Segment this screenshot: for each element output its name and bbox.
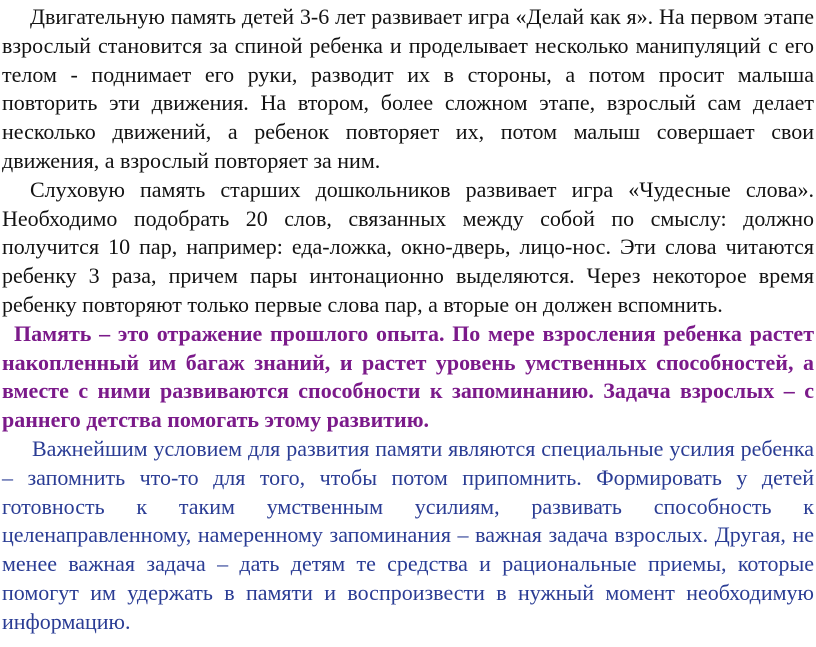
document-page: [2, 3, 814, 637]
paragraph-memory-definition: Память – это отражение прошлого опыта. По мере взросления ребенка растет накопленный им багаж знаний, и растет уровень умственных способностей, а вместе с ними развиваются способности к запоминанию. Задача взрослых – с раннего детства помогать этому развитию.: [2, 320, 814, 433]
paragraph-memory-development-conditions: Важнейшим условием для развития памяти являются специальные усилия ребенка – запомнить что-то для того, чтобы потом припомнить. Формировать у детей готовность к таким умственным усилиям, развивать способность к целенаправленному, намеренному запоминания – важная задача взрослых. Другая, не менее важная задача – дать детям те средства и рациональные приемы, которые помогут им удержать в памяти и воспроизвести в нужный момент необходимую информацию.: [2, 435, 814, 634]
paragraph-auditory-memory-game: Слуховую память старших дошкольников развивает игра «Чудесные слова». Необходимо подобрать 20 слов, связанных между собой по смыслу: должно получится 10 пар, например: еда-ложка, окно-дверь, лицо-нос. Эти слова читаются ребенку 3 раза, причем пары интонационно выделяются. Через некоторое время ребенку повторяют только первые слова пар, а вторые он должен вспомнить.: [2, 176, 814, 317]
paragraph-motor-memory-game: Двигательную память детей 3-6 лет развивает игра «Делай как я». На первом этапе взрослый становится за спиной ребенка и проделывает несколько манипуляций с его телом - поднимает его руки, разводит их в стороны, а потом просит малыша повторить эти движения. На втором, более сложном этапе, взрослый сам делает несколько движений, а ребенок повторяет их, потом малыш совершает свои движения, а взрослый повторяет за ним.: [2, 4, 814, 173]
